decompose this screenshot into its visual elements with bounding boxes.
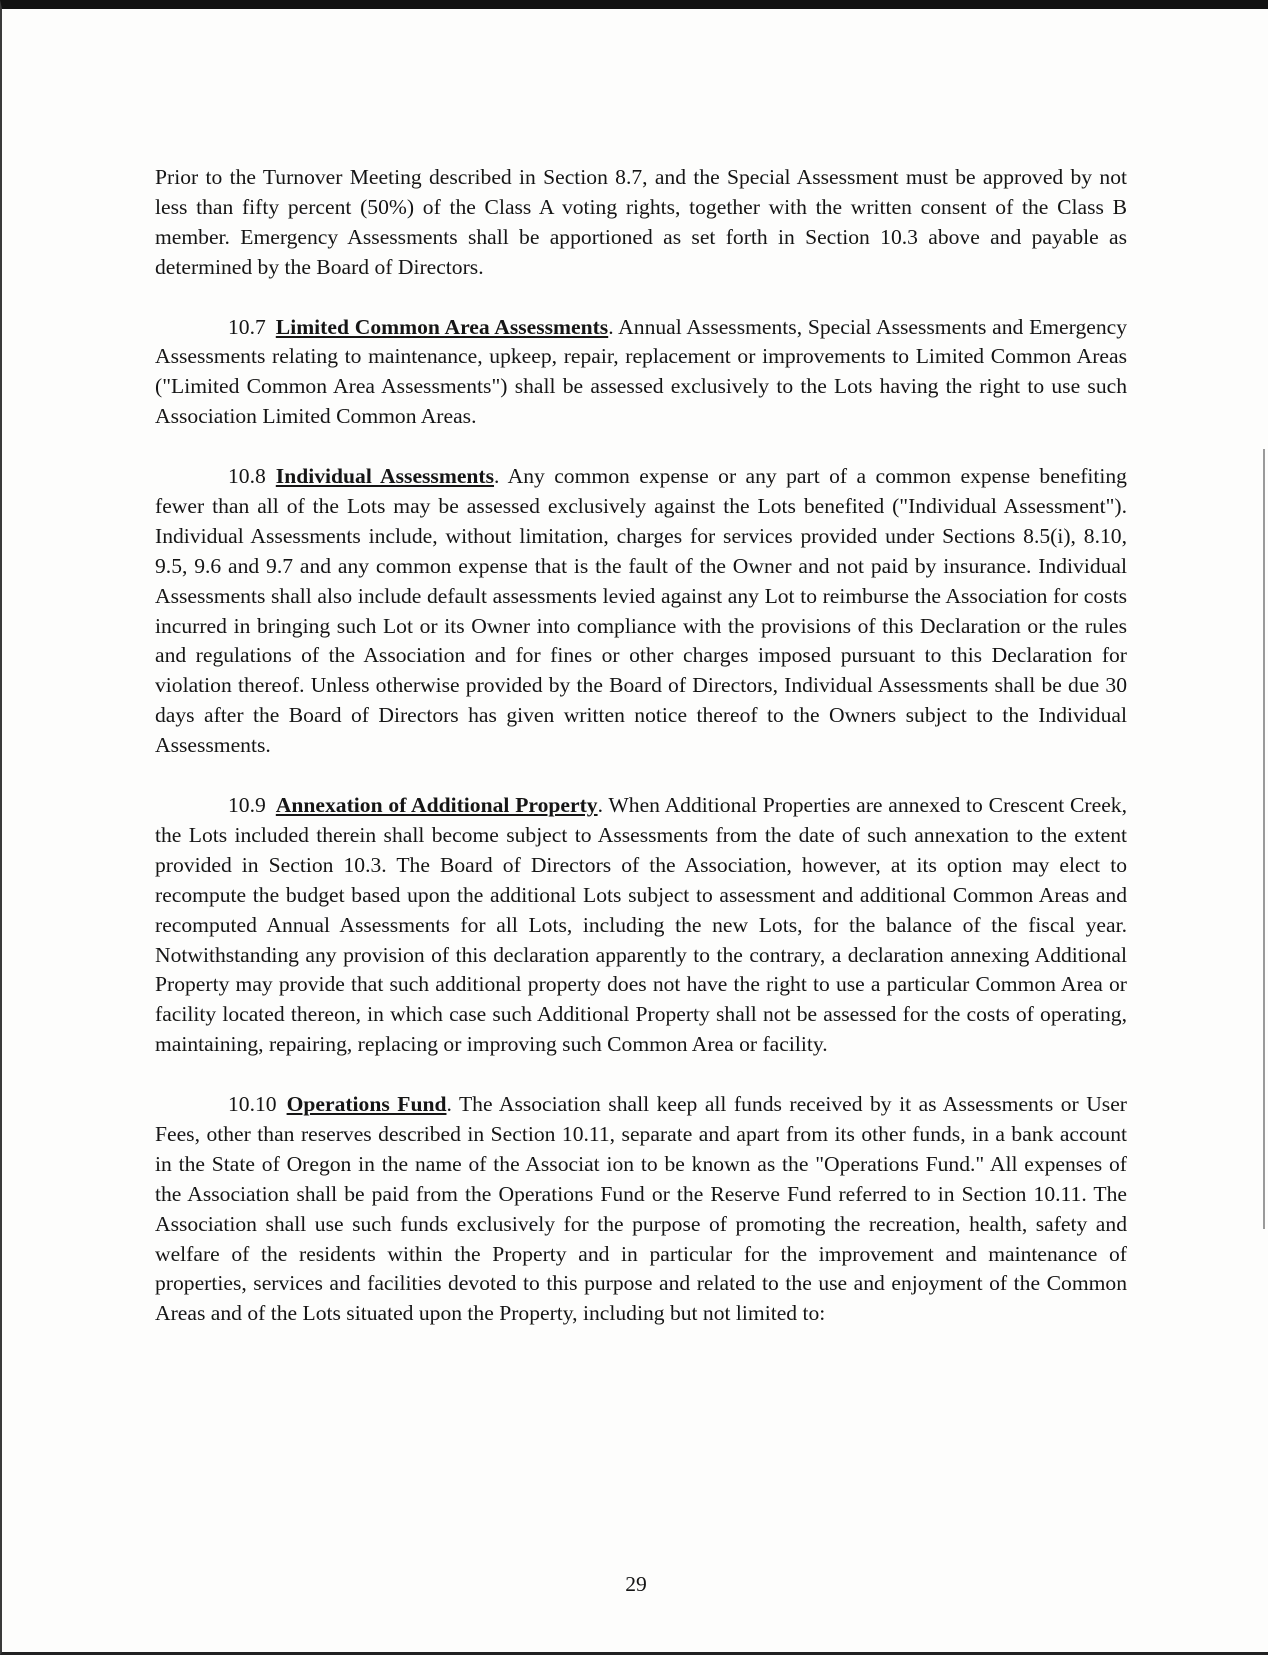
section-text: . When Additional Properties are annexed to Crescent Creek, the Lots included therein shall become subject to Assessments from the date of such annexation to the extent provided in Section 10.3. The Board of Directors of the Association, however, at its option may elect to recompute the budget based upon the additional Lots subject to assessment and additional Common Areas and recomputed Annual Assessments for all Lots, including the new Lots, for the balance of the fiscal year. Notwithstanding any provision of this declaration apparently to the contrary, a declaration annexing Additional Property may provide that such additional property does not have the right to use a particular Common Area or facility located thereon, in which case such Additional Property shall not be assessed for the costs of operating, maintaining, repairing, replacing or improving such Common Area or facility. — [155, 792, 1127, 1057]
section-10-10 — [155, 1090, 1127, 1329]
page-number: 29 — [625, 1572, 647, 1596]
section-number: 10.10 — [228, 1092, 277, 1117]
section-number: 10.7 — [228, 314, 266, 339]
paragraph-continuation — [155, 163, 1127, 283]
document-body — [155, 163, 1127, 1359]
section-number: 10.9 — [228, 792, 266, 817]
section-text: . The Association shall keep all funds received by it as Assessments or User Fees, other than reserves described in Section 10.11, separate and apart from its other funds, in a bank account in the State of Oregon in the name of the Associat ion to be known as the "Operations Fund." All expenses of the Association shall be paid from the Operations Fund or the Reserve Fund referred to in Section 10.11. The Association shall use such funds exclusively for the purpose of promoting the recreation, health, safety and welfare of the residents within the Property and in particular for the improvement and maintenance of properties, services and facilities devoted to this purpose and related to the use and enjoyment of the Common Areas and of the Lots situated upon the Property, including but not limited to: — [155, 1092, 1127, 1326]
section-title: Annexation of Additional Property — [275, 792, 598, 817]
paragraph-text: Prior to the Turnover Meeting described in Section 8.7, and the Special Assessment must be approved by not less than fifty percent (50%) of the Class A voting rights, together with the written consent of the Class B member. Emergency Assessments shall be apportioned as set forth in Section 10.3 above and payable as determined by the Board of Directors. — [155, 165, 1127, 279]
section-10-7 — [155, 313, 1127, 433]
section-number: 10.8 — [228, 464, 266, 489]
section-10-9 — [155, 791, 1127, 1060]
section-10-8 — [155, 462, 1127, 761]
scan-edge-mark — [1263, 449, 1265, 1229]
section-text: . Annual Assessments, Special Assessments and Emergency Assessments relating to maintenance, upkeep, repair, replacement or improvements to Limited Common Areas ("Limited Common Area Assessments") shall be assessed exclusively to the Lots having the right to use such Association Limited Common Areas. — [155, 314, 1128, 429]
section-title: Individual Assessments — [275, 464, 495, 489]
section-title: Limited Common Area Assessments — [275, 314, 609, 339]
section-text: . Any common expense or any part of a common expense benefiting fewer than all of the Lots may be assessed exclusively against the Lots benefited ("Individual Assessment"). Individual Assessments include, without limitation, charges for services provided under Sections 8.5(i), 8.10, 9.5, 9.6 and 9.7 and any common expense that is the fault of the Owner and not paid by insurance. Individual Assessments shall also include default assessments levied against any Lot to reimburse the Association for costs incurred in bringing such Lot or its Owner into compliance with the provisions of this Declaration or the rules and regulations of the Association and for fines or other charges imposed pursuant to this Declaration for violation thereof. Unless otherwise provided by the Board of Directors, Individual Assessments shall be due 30 days after the Board of Directors has given written notice thereof to the Owners subject to the Individual Assessments. — [155, 464, 1127, 758]
section-title: Operations Fund — [286, 1092, 447, 1117]
